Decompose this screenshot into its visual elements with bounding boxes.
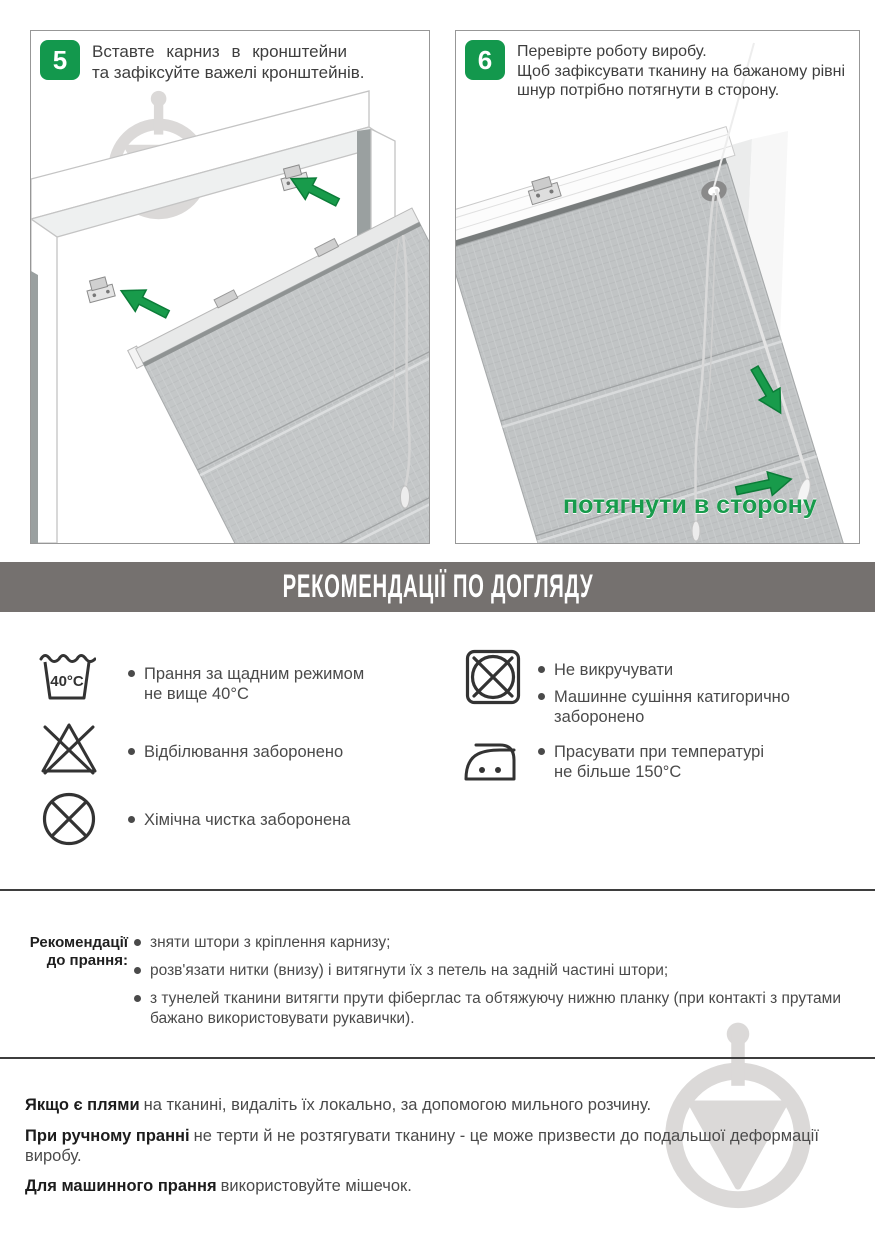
bullet-dot [128, 816, 135, 823]
care-wash-line-1: Прання за щадним режимом [144, 665, 365, 683]
iron-150-icon [462, 734, 518, 784]
step-5-illustration [31, 31, 429, 543]
step-6-number-badge: 6 [465, 40, 505, 80]
step-5-text [92, 40, 365, 83]
care-dryclean-line-1: Хімічна чистка заборонена [144, 811, 351, 829]
washing-label-line-2: до прання: [46, 952, 128, 969]
care-banner-title: РЕКОМЕНДАЦІЇ ПО ДОГЛЯДУ [282, 568, 593, 605]
bullet-dot [128, 748, 135, 755]
bottom-notes [25, 1096, 857, 1208]
bracket-icon [85, 276, 116, 303]
bullet-dot [538, 666, 545, 673]
note-stains-text: на тканині, видаліть їх локально, за допомогою мильного розчину. [143, 1096, 652, 1114]
roman-blind [125, 201, 429, 543]
note-machine-wash-text: використовуйте мішечок. [220, 1177, 412, 1196]
note-hand-wash-text: не терти й не розтягувати тканину - це може призвести до подальшої деформації виробу. [25, 1126, 819, 1165]
pull-aside-caption: потягнути в сторону [563, 491, 817, 519]
care-bleach-text [128, 742, 343, 762]
step-6-illustration [456, 31, 859, 543]
care-iron-line-1: Прасувати при температурі [554, 743, 765, 761]
bullet-dot [134, 939, 141, 946]
step-6-line-1: Перевірте роботу виробу. [517, 43, 707, 60]
washing-bullet-2: розв'язати нитки (внизу) і витягнути їх з петель на задній частині штори; [150, 962, 669, 980]
care-wring-text [538, 660, 673, 680]
care-tumble-text [538, 687, 790, 727]
step-6-line-2: Щоб зафіксувати тканину на бажаному рівні [517, 62, 846, 80]
list-item [134, 961, 856, 981]
bullet-dot [538, 693, 545, 700]
note-hand-wash-lead: При ручному пранні [25, 1126, 190, 1145]
step-5-line-1: Вставте карниз в кронштейни [92, 42, 347, 61]
wash-40-icon [38, 648, 96, 704]
no-bleach-icon [40, 720, 98, 778]
bullet-dot [134, 967, 141, 974]
bullet-dot [538, 748, 545, 755]
washing-recommendations-list [134, 933, 856, 1038]
list-item [134, 933, 856, 953]
care-dryclean-text [128, 810, 350, 830]
care-wash-line-2: не вище 40°С [144, 685, 249, 704]
green-arrow-icon [116, 280, 173, 325]
note-hand-wash [25, 1127, 857, 1167]
note-machine-wash-lead: Для машинного прання [25, 1177, 217, 1196]
care-tumble-line-1: Машинне сушіння катигорично [554, 688, 790, 706]
wash-temp-label: 40°C [50, 673, 84, 690]
care-iron-line-2: не більше 150°С [554, 763, 682, 782]
washing-label-line-1: Рекомендації [29, 934, 128, 951]
step-6-text [517, 40, 845, 101]
care-iron-text [538, 742, 764, 782]
care-wash-text [128, 664, 364, 704]
no-tumble-dry-icon [464, 648, 522, 706]
step-5-header [40, 40, 365, 83]
note-stains-lead: Якщо є плями [25, 1096, 140, 1114]
care-banner [0, 562, 875, 612]
bullet-dot [134, 995, 141, 1002]
note-stains [25, 1096, 857, 1116]
washing-bullet-3: з тунелей тканини витягти прути фіберглас та обтяжуючу нижню планку (при контакті з прутами бажано використовувати рукавички). [150, 990, 841, 1028]
step-6-panel [455, 30, 860, 544]
step-5-line-2: та зафіксуйте важелі кронштейнів. [92, 62, 365, 82]
note-machine-wash [25, 1177, 857, 1197]
step-5-panel [30, 30, 430, 544]
divider-line [0, 889, 875, 891]
step-6-line-3: шнур потрібно потягнути в сторону. [517, 82, 780, 100]
washing-recommendations-label [24, 934, 128, 970]
care-wring-line-1: Не викручувати [554, 661, 674, 679]
washing-bullet-1: зняти штори з кріплення карнизу; [150, 934, 391, 951]
bullet-dot [128, 670, 135, 677]
care-bleach-line-1: Відбілювання заборонено [144, 743, 344, 761]
step-6-header [465, 40, 845, 101]
list-item [134, 989, 856, 1029]
divider-line [0, 1057, 875, 1059]
step-5-number-badge: 5 [40, 40, 80, 80]
care-tumble-line-2: заборонено [554, 708, 645, 727]
no-dry-clean-icon [40, 790, 98, 848]
